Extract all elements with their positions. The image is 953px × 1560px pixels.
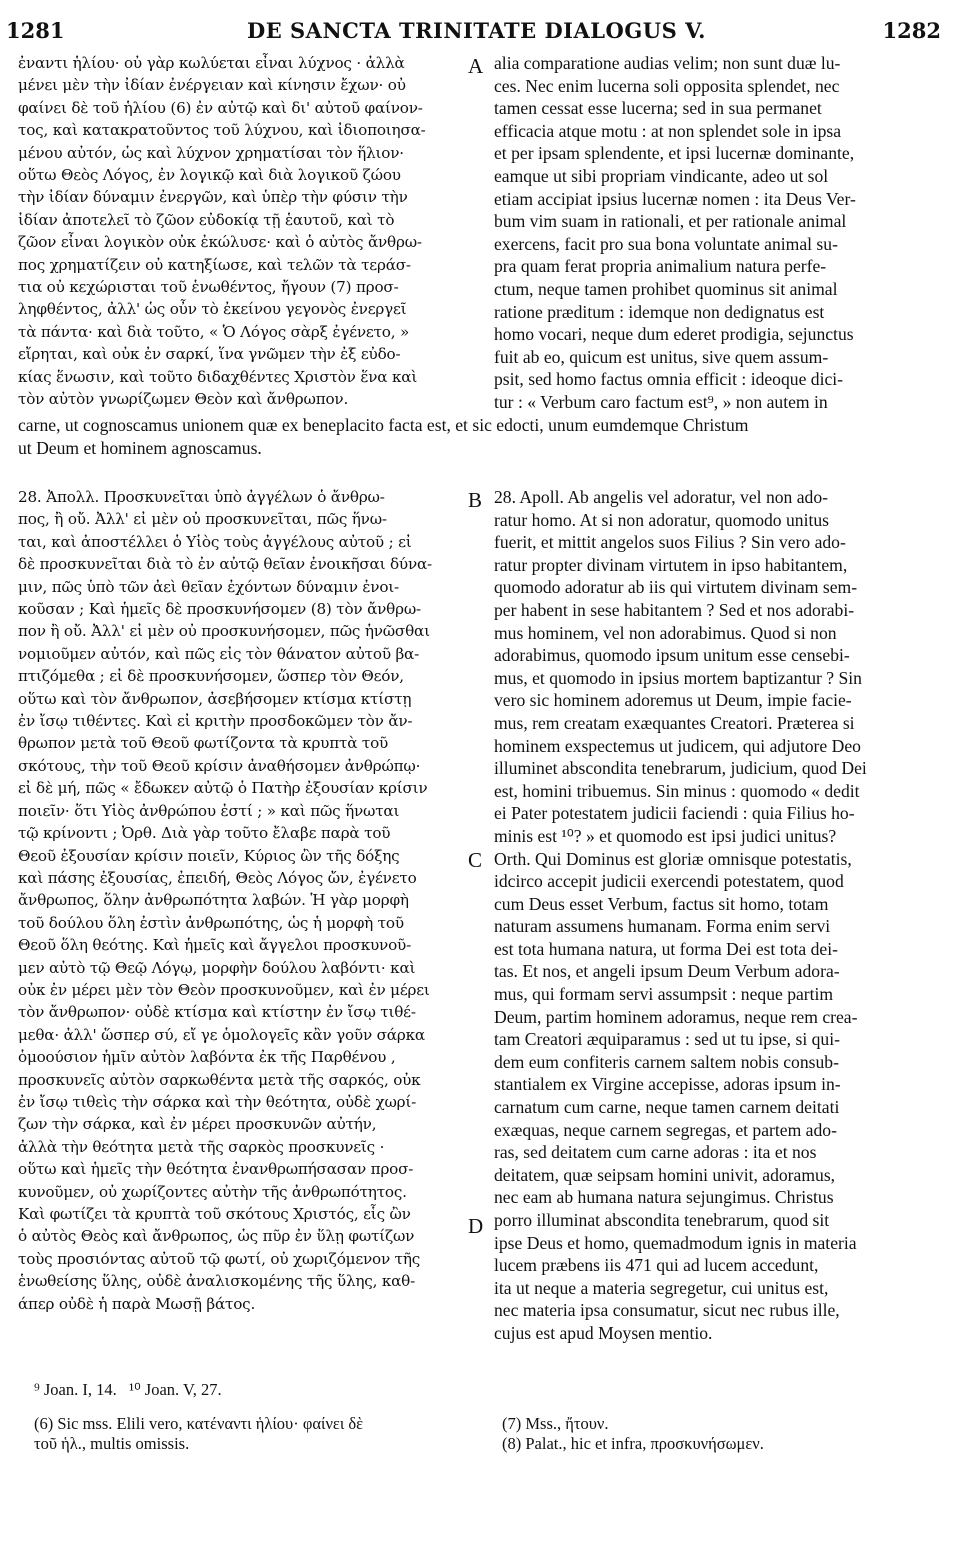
section-marker-a: A [468, 54, 484, 78]
section-marker-d: D [468, 1214, 484, 1238]
right-page-number: 1282 [882, 18, 941, 43]
latin-column-top: alia comparatione audias velim; non sunt duæ lu- ces. Nec enim lucerna soli opposita splendet, nec tamen cessat esse lucerna; sed in sua permanet efficacia atque motu : at non splendet sole in ipsa et per ipsam splendente, et ipsi lucernæ dominante, eamque ut sibi propriam vindicante, adeo ut sol etiam accipiat ipsius lucernæ nomen : ita Deus Ver- bum vim suam in rationali, et per rationale animal exercens, facit pro sua bona voluntate animal su- pra quam ferat propria animalium natura perfe- ctum, neque tamen prohibet quominus sit animal ratione præditum : idemque non dedignatus est homo vocari, neque dum ederet prodigia, sejunctus fuit ab eo, quicum est unitus, sive quem assum- psit, sed homo factus omnia efficit : ideoque dici- tur : « Verbum caro factum est⁹, » non autem in [494, 53, 856, 412]
latin-column-main: 28. Apoll. Ab angelis vel adoratur, vel non ado- ratur homo. At si non adoratur, quomodo unitus fuerit, et mittit angelos suos Filius ? Sin vero ado- ratur propter divinam virtutem in ipso habitantem, quomodo adoratur ab iis qui virtutem divinam sem- per habent in sese habitantem ? Sed et nos adorabi- mus hominem, vel non adorabimus. Quod si non adorabimus, quomodo ipsum unitum esse censebi- mus, et quomodo in ipsius mortem baptizantur ? Sin vero sic hominem adoremus ut Deum, impie facie- mus, rem creatam exæquantes Creatori. Præterea si hominem exspectemus ut judicem, qui adjutore Deo illuminet abscondita tenebrarum, judicium, quod Dei est, homini tribuemus. Sin minus : quomodo « dedit ei Pater potestatem judicii faciendi : quia Filius ho- minis est ¹⁰? » et quomodo est ipsi judici unitus? Orth. Qui Dominus est gloriæ omnisque potestatis, idcirco accepit judicii exercendi potestatem, quod cum Deus esset Verbum, factus sit homo, totam naturam assumens humanam. Forma enim servi est tota humana natura, ut forma Dei est tota dei- tas. Et nos, et angeli ipsum Deum Verbum adora- mus, qui formam servi assumpsit : neque partim Deum, partim hominem adoramus, neque rem crea- tam Creatori æquiparamus : sed ut tu ipse, si qui- dem eum confiteris carnem saltem nobis consub- stantialem ex Virgine accepisse, adoras ipsum in- carnatum cum carne, neque tamen carnem deitati exæquas, neque carnem segregas, et partem ado- ras, sed deitatem cum carne adoras : ita et nos deitatem, quæ seipsam homini univit, adoramus, nec eam ab humana natura sejungimus. Christus porro illuminat abscondita tenebrarum, quod sit ipse Deus et homo, quemadmodum ignis in materia lucem præbens iis 471 qui ad lucem accedunt, ita ut neque a materia segregetur, cui unitus est, nec materia ipsa consumatur, sicut nec rubus ille, cujus est apud Moysen mentio. [494, 487, 867, 1343]
section-marker-c: C [468, 848, 483, 872]
greek-column-top: ἐναντι ἡλίου· οὐ γὰρ κωλύεται εἶναι λύχνος · ἀλλὰ μένει μὲν τὴν ἰδίαν ἐνέργειαν καὶ κίνησιν ἔχων· οὐ φαίνει δὲ τοῦ ἡλίου (6) ἐν αὐτῷ καὶ δι' αὐτοῦ φαίνον- τος, καὶ κατακρατοῦντος τοῦ λύχνου, καὶ ἰδιοποιησα- μένου αὐτόν, ὡς καὶ λύχνον χρηματίσαι τὸν ἥλιον· οὕτω Θεὸς Λόγος, ἐν λογικῷ καὶ διὰ λογικοῦ ζώου τὴν ἰδίαν δύναμιν ἐνεργῶν, καὶ ὑπὲρ τὴν φύσιν τὴν ἰδίαν ἀποτελεῖ τὸ ζῶον εὐδοκίᾳ τῇ ἑαυτοῦ, καὶ τὸ ζῶον εἶναι λογικὸν οὐκ ἐκώλυσε· καὶ ὁ αὐτὸς ἄνθρω- πος χρηματίζειν οὐ κατηξίωσε, καὶ τελῶν τὰ τεράσ- τια οὐ κεχώρισται τοῦ ἑνωθέντος, ἤγουν (7) προσ- ληφθέντος, ἀλλ' ὡς οὖν τὸ ἐκείνου γεγονὸς ἐνεργεῖ τὰ πάντα· καὶ διὰ τοῦτο, « Ὁ Λόγος σὰρξ ἐγένετο, » εἴρηται, καὶ οὐκ ἐν σαρκί, ἵνα γνῶμεν τὴν ἐξ εὐδο- κίας ἕνωσιν, καὶ τοῦτο διδαχθέντες Χριστὸν ἕνα καὶ τὸν αὐτὸν γνωρίζωμεν Θεὸν καὶ ἄνθρωπον. [18, 54, 426, 409]
scripture-references: ⁹ Joan. I, 14. ¹⁰ Joan. V, 27. [34, 1380, 222, 1399]
running-title: DE SANCTA TRINITATE DIALOGUS V. [246, 18, 706, 43]
greek-column-main: 28. Ἀπολλ. Προσκυνεῖται ὑπὸ ἀγγέλων ὁ ἄνθρω- πος, ἢ οὔ. Ἀλλ' εἰ μὲν οὐ προσκυνεῖται, πῶς ἥνω- ται, καὶ ἀποστέλλει ὁ Υἱὸς τοὺς ἀγγέλους αὐτοῦ ; εἰ δὲ προσκυνεῖται διὰ τὸ ἐν αὐτῷ θεῖαν ἐνοικῆσαι δύνα- μιν, πῶς ὑπὸ τῶν ἀεὶ θεῖαν ἐχόντων δύναμιν ἐνοι- κοῦσαν ; Καὶ ἡμεῖς δὲ προσκυνήσομεν (8) τὸν ἄνθρω- πον ἢ οὔ. Ἀλλ' εἰ μὲν οὐ προσκυνήσομεν, πῶς ἡνῶσθαι νομιοῦμεν αὐτόν, καὶ πῶς εἰς τὸν θάνατον αὐτοῦ βα- πτιζόμεθα ; εἰ δὲ προσκυνήσομεν, ὥσπερ τὸν Θεόν, οὕτω καὶ τὸν ἄνθρωπον, ἀσεβήσομεν κτίσμα κτίστῃ ἐν ἴσῳ τιθέντες. Καὶ εἰ κριτὴν προσδοκῶμεν τὸν ἄν- θρωπον μετὰ τοῦ Θεοῦ φωτίζοντα τὰ κρυπτὰ τοῦ σκότους, τὴν τοῦ Θεοῦ κρίσιν ἀναθήσομεν ἀνθρώπῳ· εἰ δὲ μή, πῶς « ἔδωκεν αὐτῷ ὁ Πατὴρ ἐξουσίαν κρίσιν ποιεῖν· ὅτι Υἱὸς ἀνθρώπου ἐστί ; » καὶ πῶς ἥνωται τῷ κρίνοντι ; Ὀρθ. Διὰ γὰρ τοῦτο ἔλαβε παρὰ τοῦ Θεοῦ ἐξουσίαν κρίσιν ποιεῖν, Κύριος ὢν τῆς δόξης καὶ πάσης ἐξουσίας, ἐπειδή, Θεὸς Λόγος ὤν, ἐγένετο ἄνθρωπος, ὅλην ἀνθρωπότητα λαβών. Ἡ γὰρ μορφὴ τοῦ δούλου ὅλη ἐστὶν ἀνθρωπότης, ὡς ἡ μορφὴ τοῦ Θεοῦ ὅλη θεότης. Καὶ ἡμεῖς καὶ ἄγγελοι προσκυνοῦ- μεν αὐτὸ τῷ Θεῷ Λόγῳ, μορφὴν δούλου λαβόντι· καὶ οὐκ ἐν μέρει μὲν τὸν Θεὸν προσκυνοῦμεν, καὶ ἐν μέρει τὸν ἄνθρωπον· οὐδὲ κτίσμα καὶ κτίστην ἐν ἴσῳ τιθέ- μεθα· ἀλλ' ὥσπερ σύ, εἴ γε ὁμολογεῖς κἂν γοῦν σάρκα ὁμοούσιον ἡμῖν αὐτὸν λαβόντα ἐκ τῆς Παρθένου , προσκυνεῖς αὐτὸν σαρκωθέντα μετὰ τῆς σαρκός, οὐκ ἐν ἴσῳ τιθεὶς τὴν σάρκα καὶ τὴν θεότητα, οὐδὲ χωρί- ζων τὴν σάρκα, καὶ ἐν μέρει προσκυνῶν αὐτήν, ἀλλὰ τὴν θεότητα μετὰ τῆς σαρκὸς προσκυνεῖς · οὕτω καὶ ἡμεῖς τὴν θεότητα ἐνανθρωπήσασαν προσ- κυνοῦμεν, οὐ χωρίζοντες αὐτὴν τῆς ἀνθρωπότητος. Καὶ φωτίζει τὰ κρυπτὰ τοῦ σκότους Χριστός, εἷς ὢν ὁ αὐτὸς Θεὸς καὶ ἄνθρωπος, ὡς πῦρ ἐν ὕλῃ φωτίζων τοὺς προσιόντας αὐτοῦ τῷ φωτί, οὐ χωριζόμενον τῆς ἑνωθείσης ὕλης, οὐδὲ ἀναλισκομένης τῆς ὕλης, καθ- άπερ οὐδὲ ἡ παρὰ Μωσῇ βάτος. [18, 488, 432, 1313]
footnotes-right: (7) Mss., ἤτουν. (8) Palat., hic et infra, προσκυνήσωμεν. [502, 1414, 764, 1453]
footnotes-left: (6) Sic mss. Elili vero, κατέναντι ἡλίου· φαίνει δὲ τοῦ ἡλ., multis omissis. [34, 1414, 364, 1453]
latin-full-width-continuation: carne, ut cognoscamus unionem quæ ex beneplacito facta est, et sic edocti, unum eumdemque Christum ut Deum et hominem agnoscamus. [18, 415, 749, 458]
left-page-number: 1281 [6, 18, 65, 43]
section-marker-b: B [468, 488, 483, 512]
page-header [0, 14, 953, 44]
